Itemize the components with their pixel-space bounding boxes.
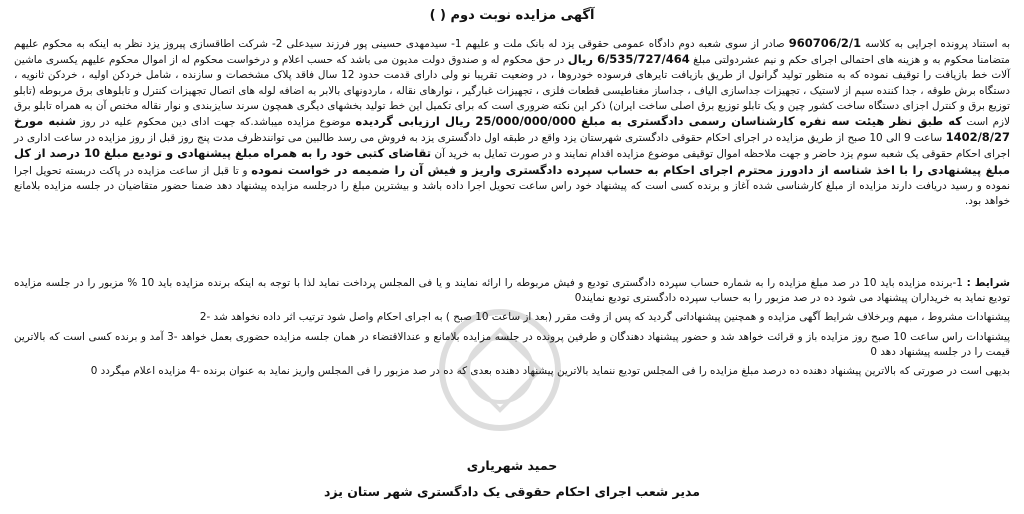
body-text-2: صادر از سوی شعبه دوم دادگاه عمومی حقوقی یزد له بانک ملت و علیهم 1- سیدمهدی حسینی پور فرزند سیدعلی 2- شرکت اطاقسازی پیروز یزد نظر به اینکه به محکوم علیهم متضامنا محکوم به و هزینه های احتمالی اجرای حکم و نیم عشردولتی مبلغ <box>14 38 1010 67</box>
body-text-5: ساعت 9 الی 10 صبح از طریق مزایده در اجرای احکام حقوقی دادگستری شهرستان یزد واقع در طبقه اول دادگستری یزد به فروش می رسد طالبین می توانندظرف مدت پنج روز قبل از روز مزایده در ساعت اداری در اجرای احکام حقوقی یک شعبه سوم یزد حاضر و جهت ملاحظه اموال توقیفی موضوع مزایده اقدام نمایند و در صورت تمایل به خرید آن <box>14 132 1010 161</box>
conditions-label: شرایط : <box>966 277 1011 289</box>
conditions-section <box>14 276 1010 383</box>
body-text-4: موضوع مزایده میباشد.که جهت ادای دین محکوم علیه در روز <box>76 116 356 129</box>
condition-4: بدیهی است در صورتی که بالاترین پیشنهاد دهنده ده درصد مبلغ مزایده را فی المجلس تودیع ننماید بالاترین پیشنهاد دهنده بعدی که ده در صد مزبور را فی المجلس واریز نماید به عنوان برنده -4 مزایده اعلام میگردد 0 <box>90 365 1010 378</box>
condition-1 <box>14 276 1010 306</box>
notice-title: آگهی مزایده نوبت دوم ( ) <box>429 8 595 23</box>
condition-2: پیشنهادات مشروط ، مبهم وبرخلاف شرایط آگهی مزایده و همچنین پیشنهاداتی گردید که پس از وقت مقرر (بعد از ساعت 10 صبح ) به اجرای احکام واصل شود ترتیب اثر داده نخواهد شد -2 <box>199 311 1010 324</box>
body-text-6: و تا قبل از ساعت مزایده در پاکت دربسته تحویل اجرا نموده و رسید دریافت دارند مزایده از مبلغ کارشناسی شده آغاز و برنده کسی است که پیشنهاد خود راس ساعت تحویل اجرا داده باشد و بیشترین مبلغ را درجلسه مزایده پیشنهاد دهد ضمنا حضور متقاضیان در جلسه مزایده بلامانع خواهد بود. <box>14 164 1010 208</box>
signer-name: حمید شهریاری <box>466 458 558 473</box>
appraisal-statement: که طبق نظر هیئت سه نفره کارشناسان رسمی دادگستری به مبلغ 25/000/000/000 ریال ارزیابی گردیده <box>355 114 962 129</box>
auction-date: شنبه مورخ 1402/8/27 <box>14 114 1010 145</box>
body-text-3: در حق محکوم له و صندوق دولت مدیون می باشد که حسب اعلام و درخواست محکوم له از اموال محکوم علیهم یکسری ماشین آلات خط بازیافت را توقیف نموده که به منظور تولید گرانول از طریق بازیافت تایرهای فرسوده خودروها ، در وضعیت تقریبا نو ولی دارای قدمت حدود 12 سال فاقد پلاک مشخصات و سازنده ، شامل خردکن اولیه ، خردکن ثانویه ، دستگاه برش طوقه ، جدا کننده سیم از لاستیک ، تجهیزات جداسازی الیاف ، جداساز مغناطیسی قطعات فلزی ، تجهیزات غبارگیر ، نوارهای نقاله ، ماردونهای بالابر به اضافه لوله های اتصال تجهیزات کنترل و تابلوهای برق مربوطه (تابلو توزیع برق و کنترل اجزای دستگاه ساخت کشور چین و یک تابلو توزیع برق اصلی ساخت ایران) ذکر این نکته ضروری است که برای تکمیل این خط تولید بخشهای دیگری همچون سرند سایزبندی و نوار نقاله مختص آن به همراه تابلو برق لازم است <box>14 54 1010 129</box>
condition-1-text: 1-برنده مزایده باید 10 در صد مبلغ مزایده را به شماره حساب سپرده دادگستری تودیع و فیش مربوطه را ارائه نمایند و یا فی المجلس پرداخت نماید لذا با توجه به اینکه برنده مزایده باید 10 % مزبور را در جلسه مزایده تودیع نماید به خریداران پیشنهاد می شود ده در صد مزبور را به حساب سپرده دادگستری تودیع نمایند0 <box>14 277 1010 305</box>
bid-instructions: تقاضای کتبی خود را به همراه مبلغ پیشنهادی و تودیع مبلغ 10 درصد از کل مبلغ پیشنهادی را با اخذ شناسه از دادورز محترم اجرای احکام به حساب سپرده دادگستری واریز و فیش آن را ضمیمه در خواست نموده <box>14 146 1010 177</box>
body-text-1: به استناد پرونده اجرایی به کلاسه <box>861 38 1010 50</box>
notice-body <box>14 36 1010 209</box>
condition-3: پیشنهادات راس ساعت 10 صبح روز مزایده باز و قرائت خواهد شد و حضور پیشنهاد دهندگان و طرفین پرونده در جلسه مزایده بلامانع و عندالاقتضاء در همان جلسه مزایده حضوری بعمل خواهد -3 آمد و برنده کسی است که بالاترین قیمت را در جلسه پیشنهاد دهد 0 <box>14 330 1010 358</box>
signer-title: مدیر شعب اجرای احکام حقوقی یک دادگستری شهر ستان یزد <box>324 484 700 499</box>
debt-amount: 6/535/727/464 ریال <box>567 52 690 67</box>
case-number: 960706/2/1 <box>788 36 862 50</box>
